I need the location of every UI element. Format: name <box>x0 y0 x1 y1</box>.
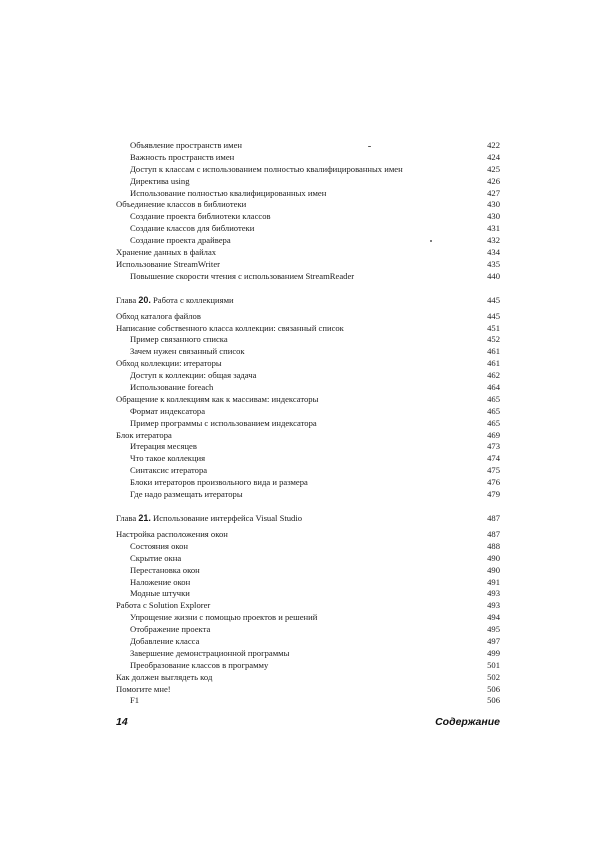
chapter-prefix: Глава <box>116 294 139 305</box>
toc-entry-title: Настройка расположения окон <box>116 528 228 539</box>
toc-entry <box>116 382 500 394</box>
toc-entry <box>116 612 500 624</box>
toc-entry-page: 499 <box>487 647 500 658</box>
toc-entry <box>116 465 500 477</box>
toc-entry-title: F1 <box>130 695 140 706</box>
toc-entry-page: 461 <box>487 358 500 369</box>
toc-block-chapter21 <box>116 529 500 707</box>
toc-entry <box>116 553 500 565</box>
toc-entry-page: 461 <box>487 346 500 357</box>
toc-entry-page: 452 <box>487 334 500 345</box>
toc-entry-title: Зачем нужен связанный список <box>130 346 245 357</box>
toc-entry <box>116 418 500 430</box>
toc-entry <box>116 541 500 553</box>
toc-entry-page: 434 <box>487 247 500 258</box>
toc-entry-page: 427 <box>487 187 500 198</box>
toc-entry-title: Создание проекта драйвера <box>130 235 231 246</box>
toc-entry-title: Как должен выглядеть код <box>116 671 213 682</box>
toc-entry-title: Написание собственного класса коллекции: связанный список <box>116 322 344 333</box>
toc-entry-title: Состояния окон <box>130 540 189 551</box>
toc-entry <box>116 430 500 442</box>
toc-entry <box>116 695 500 707</box>
toc-entry <box>116 271 500 283</box>
toc-entry-title: Скрытие окна <box>130 552 182 563</box>
toc-entry-page: 506 <box>487 683 500 694</box>
toc-entry-page: 490 <box>487 552 500 563</box>
toc-entry <box>116 152 500 164</box>
toc-entry-page: 425 <box>487 163 500 174</box>
toc-entry <box>116 164 500 176</box>
toc-entry-title: Перестановка окон <box>130 564 200 575</box>
chapter-heading-20 <box>116 293 500 307</box>
chapter-page: 445 <box>487 294 500 305</box>
toc-entry-page: 474 <box>487 453 500 464</box>
toc-entry <box>116 406 500 418</box>
toc-entry-title: Создание классов для библиотеки <box>130 223 255 234</box>
toc-entry-page: 493 <box>487 588 500 599</box>
toc-entry-title: Доступ к коллекции: общая задача <box>130 370 257 381</box>
toc-entry-page: 506 <box>487 695 500 706</box>
toc-entry-title: Пример программы с использованием индексатора <box>130 417 317 428</box>
chapter-page: 487 <box>487 512 500 523</box>
toc-entry-page: 462 <box>487 370 500 381</box>
toc-entry-title: Модные штучки <box>130 588 190 599</box>
toc-entry-title: Итерация месяцев <box>130 441 197 452</box>
toc-entry-title: Формат индексатора <box>130 405 206 416</box>
toc-entry <box>116 684 500 696</box>
toc-entry-page: 494 <box>487 612 500 623</box>
toc-entry-title: Важность пространств имен <box>130 151 235 162</box>
toc-entry <box>116 370 500 382</box>
chapter-number: 20. <box>138 294 151 305</box>
toc-entry-page: 424 <box>487 151 500 162</box>
toc-entry-title: Использование полностью квалифицированных имен <box>130 187 327 198</box>
toc-entry-page: 487 <box>487 528 500 539</box>
toc-entry-page: 488 <box>487 540 500 551</box>
toc-entry-page: 465 <box>487 405 500 416</box>
toc-entry-page: 495 <box>487 624 500 635</box>
toc-entry <box>116 600 500 612</box>
toc-entry <box>116 247 500 259</box>
toc-block-chapter19 <box>116 140 500 283</box>
toc-entry-page: 430 <box>487 211 500 222</box>
toc-entry-page: 445 <box>487 310 500 321</box>
toc-entry-title: Блок итератора <box>116 429 172 440</box>
toc-entry <box>116 453 500 465</box>
toc-entry <box>116 199 500 211</box>
chapter-prefix: Глава <box>116 512 139 523</box>
toc-entry <box>116 176 500 188</box>
toc-entry <box>116 346 500 358</box>
toc-entry-title: Объявление пространств имен <box>130 140 242 150</box>
table-of-contents <box>116 140 500 707</box>
footer-page-number: 14 <box>116 716 128 728</box>
toc-entry-page: 422 <box>487 140 500 150</box>
toc-block-chapter20 <box>116 311 500 501</box>
toc-entry <box>116 311 500 323</box>
toc-entry <box>116 672 500 684</box>
toc-entry-page: 465 <box>487 417 500 428</box>
toc-entry-page: 491 <box>487 576 500 587</box>
toc-entry-page: 475 <box>487 465 500 476</box>
toc-entry-page: 501 <box>487 659 500 670</box>
toc-entry-page: 493 <box>487 600 500 611</box>
toc-entry <box>116 259 500 271</box>
toc-entry-page: 464 <box>487 382 500 393</box>
toc-entry <box>116 188 500 200</box>
toc-entry-title: Что такое коллекция <box>130 453 206 464</box>
toc-entry-title: Блоки итераторов произвольного вида и размера <box>130 477 308 488</box>
toc-entry-title: Использование StreamWriter <box>116 258 220 269</box>
toc-entry-page: 432 <box>487 235 500 246</box>
toc-entry-page: 435 <box>487 258 500 269</box>
toc-entry-title: Обращение к коллекциям как к массивам: индексаторы <box>116 393 319 404</box>
toc-entry-title: Объединение классов в библиотеки <box>116 199 247 210</box>
toc-entry-title: Упрощение жизни с помощью проектов и решений <box>130 612 318 623</box>
toc-entry-title: Наложение окон <box>130 576 191 587</box>
toc-entry <box>116 577 500 589</box>
toc-entry-title: Работа с Solution Explorer <box>116 600 211 611</box>
toc-entry-title: Синтаксис итератора <box>130 465 208 476</box>
toc-entry-title: Добавление класса <box>130 635 200 646</box>
toc-entry <box>116 334 500 346</box>
toc-entry <box>116 648 500 660</box>
toc-entry-title: Где надо размещать итераторы <box>130 489 243 500</box>
toc-entry-page: 426 <box>487 175 500 186</box>
toc-entry-page: 479 <box>487 489 500 500</box>
chapter-number: 21. <box>138 512 151 523</box>
toc-entry <box>116 140 500 152</box>
toc-entry-page: 451 <box>487 322 500 333</box>
footer-section-title: Содержание <box>435 716 500 728</box>
toc-entry-title: Обход каталога файлов <box>116 310 201 321</box>
toc-entry <box>116 489 500 501</box>
toc-entry-title: Преобразование классов в программу <box>130 659 269 670</box>
toc-entry-page: 465 <box>487 393 500 404</box>
scan-speck <box>368 146 371 147</box>
toc-entry-page: 497 <box>487 635 500 646</box>
toc-entry <box>116 660 500 672</box>
toc-entry-page: 431 <box>487 223 500 234</box>
toc-entry <box>116 636 500 648</box>
toc-entry-title: Отображение проекта <box>130 624 211 635</box>
toc-entry-page: 502 <box>487 671 500 682</box>
chapter-title: Работа с коллекциями <box>150 294 234 305</box>
toc-entry-title: Директива using <box>130 175 190 186</box>
toc-entry-page: 476 <box>487 477 500 488</box>
chapter-title: Использование интерфейса Visual Studio <box>150 512 303 523</box>
toc-entry-title: Помогите мне! <box>116 683 171 694</box>
toc-entry <box>116 441 500 453</box>
toc-entry-page: 473 <box>487 441 500 452</box>
toc-entry <box>116 529 500 541</box>
toc-entry-title: Обход коллекции: итераторы <box>116 358 222 369</box>
toc-entry-title: Повышение скорости чтения с использованием StreamReader <box>130 270 355 281</box>
toc-entry-page: 440 <box>487 270 500 281</box>
toc-entry-title: Пример связанного списка <box>130 334 228 345</box>
toc-entry <box>116 624 500 636</box>
toc-entry-title: Создание проекта библиотеки классов <box>130 211 271 222</box>
toc-entry <box>116 235 500 247</box>
toc-entry-page: 469 <box>487 429 500 440</box>
page-footer <box>116 716 500 730</box>
toc-entry <box>116 477 500 489</box>
toc-entry-page: 490 <box>487 564 500 575</box>
toc-entry <box>116 358 500 370</box>
toc-entry <box>116 588 500 600</box>
toc-entry-page: 430 <box>487 199 500 210</box>
toc-entry <box>116 323 500 335</box>
toc-entry <box>116 223 500 235</box>
scan-speck <box>430 240 432 242</box>
toc-entry <box>116 211 500 223</box>
toc-entry <box>116 565 500 577</box>
toc-entry-title: Завершение демонстрационной программы <box>130 647 290 658</box>
toc-entry <box>116 394 500 406</box>
toc-entry-title: Хранение данных в файлах <box>116 247 217 258</box>
toc-entry-title: Доступ к классам с использованием полностью квалифицированных имен <box>130 163 403 174</box>
toc-entry-title: Использование foreach <box>130 382 214 393</box>
chapter-heading-21 <box>116 511 500 525</box>
